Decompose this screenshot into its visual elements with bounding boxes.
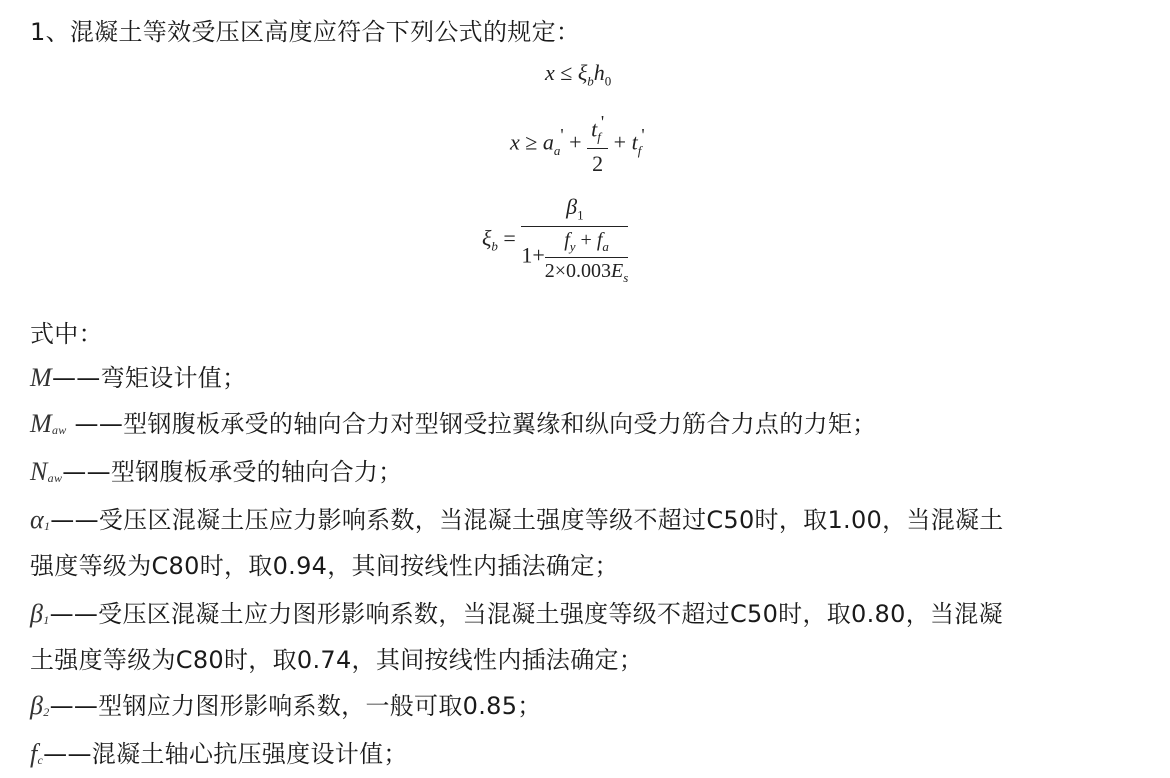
symbol-Naw: $N_{aw}$ [30, 457, 63, 486]
definition-text: ——受压区混凝土压应力影响系数，当混凝土强度等级不超过C50时，取1.00，当混凝土 [50, 506, 1004, 534]
symbol-M: M [30, 363, 52, 392]
symbol-beta1: $\beta_1$ [30, 599, 50, 628]
formula-3: $\xi_b$ = $\beta_1$ 1+ $\frac{f_y + f_a}{2\times 0.003E_s}$ [482, 194, 629, 286]
definition-alpha1 [30, 502, 1004, 544]
definition-fc [30, 736, 408, 778]
definition-text: ——型钢腹板承受的轴向合力对型钢受拉翼缘和纵向受力筋合力点的力矩； [74, 410, 877, 438]
definition-beta2 [30, 688, 542, 730]
definition-text: ——混凝土轴心抗压强度设计值； [43, 740, 408, 768]
symbol-fc: $f_c$ [30, 739, 44, 768]
formula-2: $x \ge a_a'$ + $\frac{t_f'}{2}$ + $t_f'$ [510, 112, 645, 176]
definition-text: ——型钢应力图形影响系数，一般可取0.85； [49, 692, 542, 720]
definition-moment [30, 360, 246, 396]
symbol-beta2: $\beta_2$ [30, 691, 50, 720]
heading: 1、混凝土等效受压区高度应符合下列公式的规定： [30, 18, 581, 46]
symbol-alpha1: $\alpha_1$ [30, 505, 51, 534]
where-label: 式中： [30, 320, 103, 348]
symbol-Maw: $M_{aw}$ [30, 409, 67, 438]
definition-beta1-cont: 土强度等级为C80时，取0.74，其间按线性内插法确定； [30, 646, 644, 674]
definition-text: ——受压区混凝土应力图形影响系数，当混凝土强度等级不超过C50时，取0.80，当混凝 [49, 600, 1003, 628]
formula-1: $x \le \xi_bh_0$ [545, 60, 612, 89]
definition-alpha1-cont: 强度等级为C80时，取0.94，其间按线性内插法确定； [30, 552, 619, 580]
definition-naw [30, 454, 402, 496]
definition-text: ——弯矩设计值； [51, 364, 247, 392]
definition-text: ——型钢腹板承受的轴向合力； [62, 458, 403, 486]
definition-beta1 [30, 596, 1003, 638]
definition-maw [30, 406, 876, 448]
